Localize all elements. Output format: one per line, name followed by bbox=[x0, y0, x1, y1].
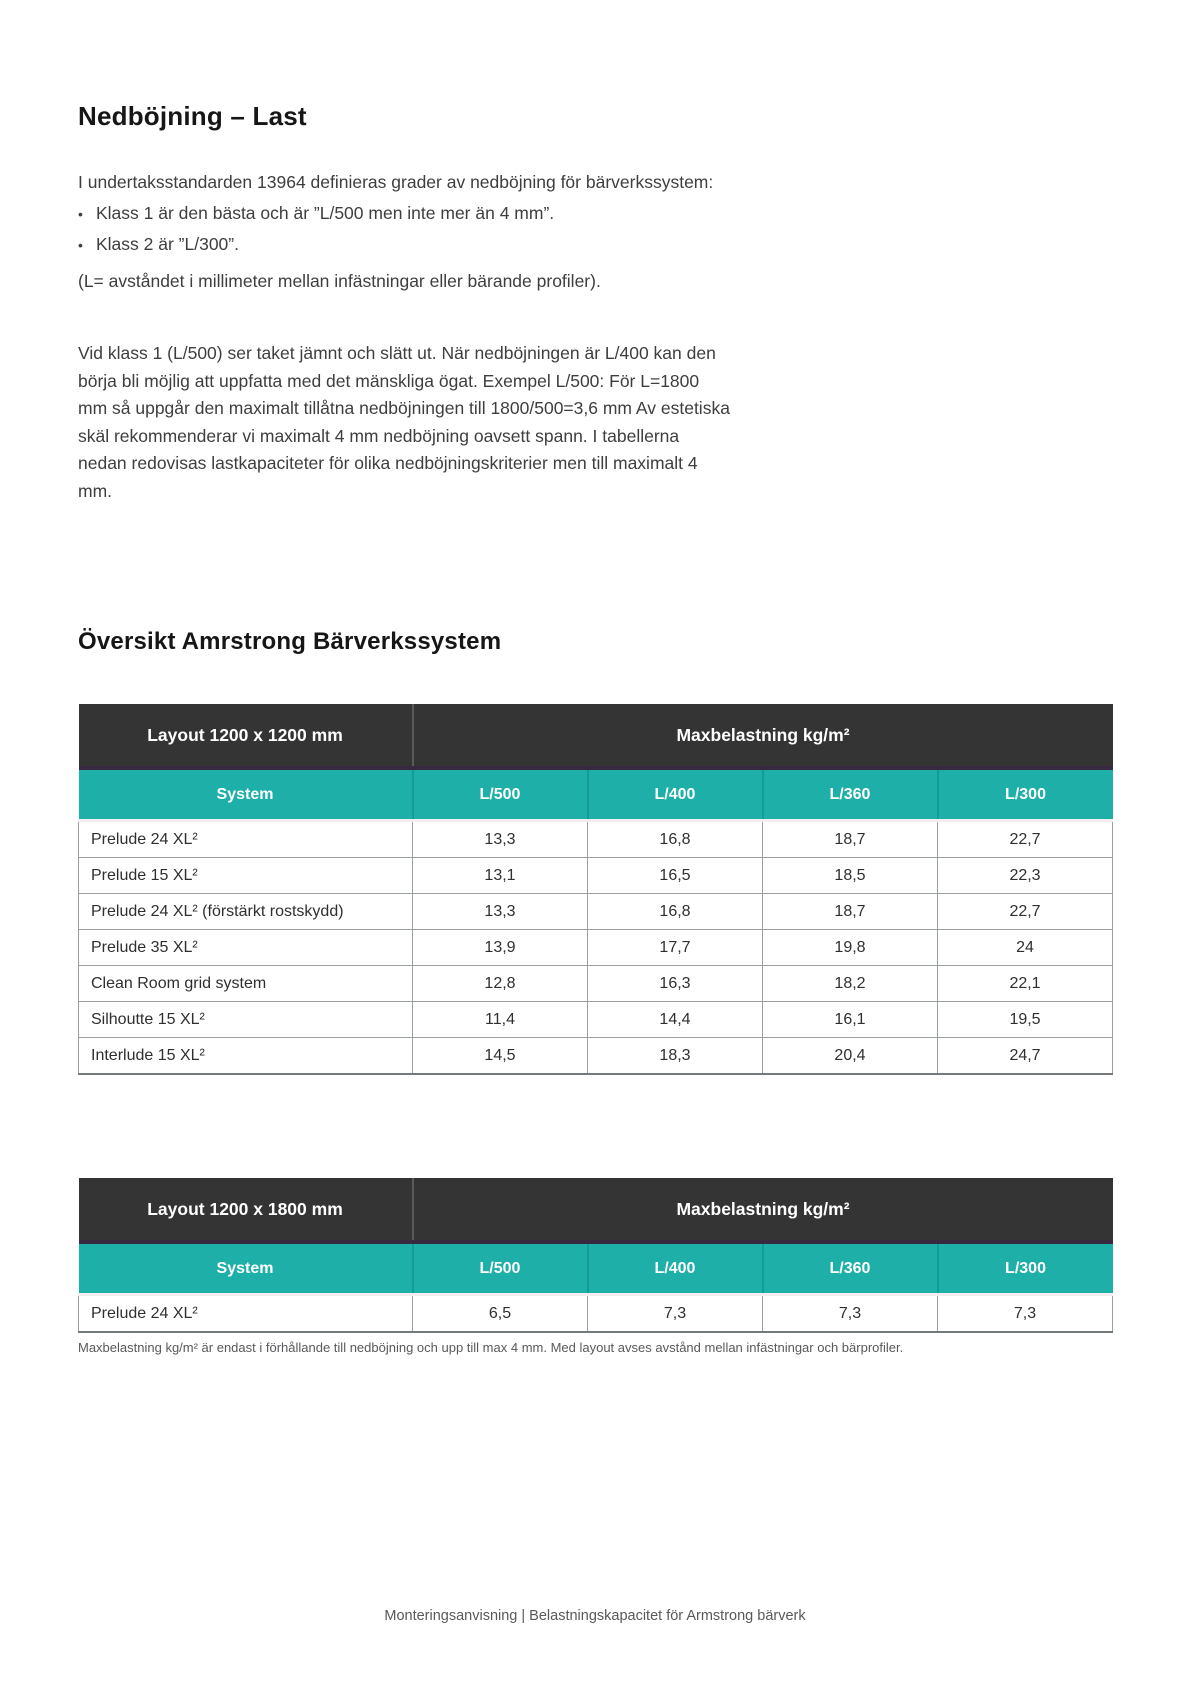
value-cell: 13,1 bbox=[413, 858, 588, 894]
table-footnote: Maxbelastning kg/m² är endast i förhållande till nedböjning och upp till max 4 mm. Med layout avses avstånd mellan infästningar och bärprofiler. bbox=[78, 1340, 904, 1355]
value-cell: 20,4 bbox=[763, 1038, 938, 1075]
load-table-1200x1800 bbox=[78, 1178, 1113, 1333]
value-cell: 16,8 bbox=[588, 894, 763, 930]
section-heading: Översikt Amrstrong Bärverkssystem bbox=[78, 628, 502, 655]
value-cell: 22,7 bbox=[938, 894, 1113, 930]
body-paragraph: Vid klass 1 (L/500) ser taket jämnt och slätt ut. När nedböjningen är L/400 kan den börja bli möjlig att uppfatta med det mänskliga ögat. Exempel L/500: För L=1800 mm så uppgår den maximalt tillåtna nedböjningen till 1800/500=3,6 mm Av estetiska skäl rekommenderar vi maximalt 4 mm nedböjning oavsett spann. I tabellerna nedan redovisas lastkapaciteter för olika nedböjningskriterier men till maximalt 4 mm. bbox=[78, 343, 730, 501]
table-row bbox=[79, 1295, 1113, 1333]
bullet-text: Klass 2 är ”L/300”. bbox=[96, 234, 239, 254]
system-cell: Prelude 24 XL² bbox=[79, 821, 413, 858]
col-header-system: System bbox=[79, 768, 413, 821]
list-item bbox=[78, 229, 554, 260]
value-cell: 13,3 bbox=[413, 821, 588, 858]
value-cell: 19,5 bbox=[938, 1002, 1113, 1038]
col-header-l400: L/400 bbox=[588, 768, 763, 821]
value-cell: 7,3 bbox=[938, 1295, 1113, 1333]
layout-label: Layout 1200 x 1200 mm bbox=[79, 704, 413, 768]
value-cell: 13,3 bbox=[413, 894, 588, 930]
intro-paragraph: I undertaksstandarden 13964 definieras grader av nedböjning för bärverkssystem: bbox=[78, 172, 714, 192]
definition-note: (L= avståndet i millimeter mellan infästningar eller bärande profiler). bbox=[78, 271, 601, 291]
bullet-text: Klass 1 är den bästa och är ”L/500 men inte mer än 4 mm”. bbox=[96, 203, 555, 223]
value-cell: 13,9 bbox=[413, 930, 588, 966]
value-cell: 18,5 bbox=[763, 858, 938, 894]
system-cell: Prelude 35 XL² bbox=[79, 930, 413, 966]
col-header-l400: L/400 bbox=[588, 1242, 763, 1295]
value-cell: 18,2 bbox=[763, 966, 938, 1002]
column-header-row bbox=[79, 1242, 1113, 1295]
col-header-system: System bbox=[79, 1242, 413, 1295]
maxload-label: Maxbelastning kg/m² bbox=[413, 1178, 1113, 1242]
table-row bbox=[79, 966, 1113, 1002]
list-item bbox=[78, 198, 554, 229]
value-cell: 7,3 bbox=[763, 1295, 938, 1333]
value-cell: 22,3 bbox=[938, 858, 1113, 894]
load-table-1200x1200 bbox=[78, 704, 1113, 1075]
value-cell: 18,3 bbox=[588, 1038, 763, 1075]
value-cell: 7,3 bbox=[588, 1295, 763, 1333]
system-cell: Prelude 24 XL² bbox=[79, 1295, 413, 1333]
page-footer: Monteringsanvisning | Belastningskapacitet för Armstrong bärverk bbox=[384, 1608, 806, 1624]
table-row bbox=[79, 930, 1113, 966]
bullet-icon: • bbox=[78, 206, 83, 222]
value-cell: 16,3 bbox=[588, 966, 763, 1002]
table-title-row bbox=[79, 1178, 1113, 1242]
value-cell: 18,7 bbox=[763, 894, 938, 930]
page-title: Nedböjning – Last bbox=[78, 101, 307, 131]
col-header-l500: L/500 bbox=[413, 1242, 588, 1295]
system-cell: Prelude 15 XL² bbox=[79, 858, 413, 894]
value-cell: 18,7 bbox=[763, 821, 938, 858]
value-cell: 24,7 bbox=[938, 1038, 1113, 1075]
table-row bbox=[79, 858, 1113, 894]
maxload-label: Maxbelastning kg/m² bbox=[413, 704, 1113, 768]
col-header-l300: L/300 bbox=[938, 768, 1113, 821]
value-cell: 22,7 bbox=[938, 821, 1113, 858]
layout-label: Layout 1200 x 1800 mm bbox=[79, 1178, 413, 1242]
col-header-l360: L/360 bbox=[763, 1242, 938, 1295]
value-cell: 16,8 bbox=[588, 821, 763, 858]
value-cell: 14,4 bbox=[588, 1002, 763, 1038]
value-cell: 11,4 bbox=[413, 1002, 588, 1038]
table-row bbox=[79, 1002, 1113, 1038]
bullet-list bbox=[78, 198, 554, 260]
value-cell: 16,5 bbox=[588, 858, 763, 894]
col-header-l300: L/300 bbox=[938, 1242, 1113, 1295]
col-header-l360: L/360 bbox=[763, 768, 938, 821]
value-cell: 12,8 bbox=[413, 966, 588, 1002]
value-cell: 19,8 bbox=[763, 930, 938, 966]
system-cell: Interlude 15 XL² bbox=[79, 1038, 413, 1075]
col-header-l500: L/500 bbox=[413, 768, 588, 821]
table-row bbox=[79, 1038, 1113, 1075]
table-row bbox=[79, 821, 1113, 858]
value-cell: 16,1 bbox=[763, 1002, 938, 1038]
system-cell: Clean Room grid system bbox=[79, 966, 413, 1002]
table-title-row bbox=[79, 704, 1113, 768]
system-cell: Silhoutte 15 XL² bbox=[79, 1002, 413, 1038]
value-cell: 6,5 bbox=[413, 1295, 588, 1333]
column-header-row bbox=[79, 768, 1113, 821]
value-cell: 17,7 bbox=[588, 930, 763, 966]
value-cell: 24 bbox=[938, 930, 1113, 966]
table-row bbox=[79, 894, 1113, 930]
value-cell: 14,5 bbox=[413, 1038, 588, 1075]
bullet-icon: • bbox=[78, 237, 83, 253]
value-cell: 22,1 bbox=[938, 966, 1113, 1002]
system-cell: Prelude 24 XL² (förstärkt rostskydd) bbox=[79, 894, 413, 930]
